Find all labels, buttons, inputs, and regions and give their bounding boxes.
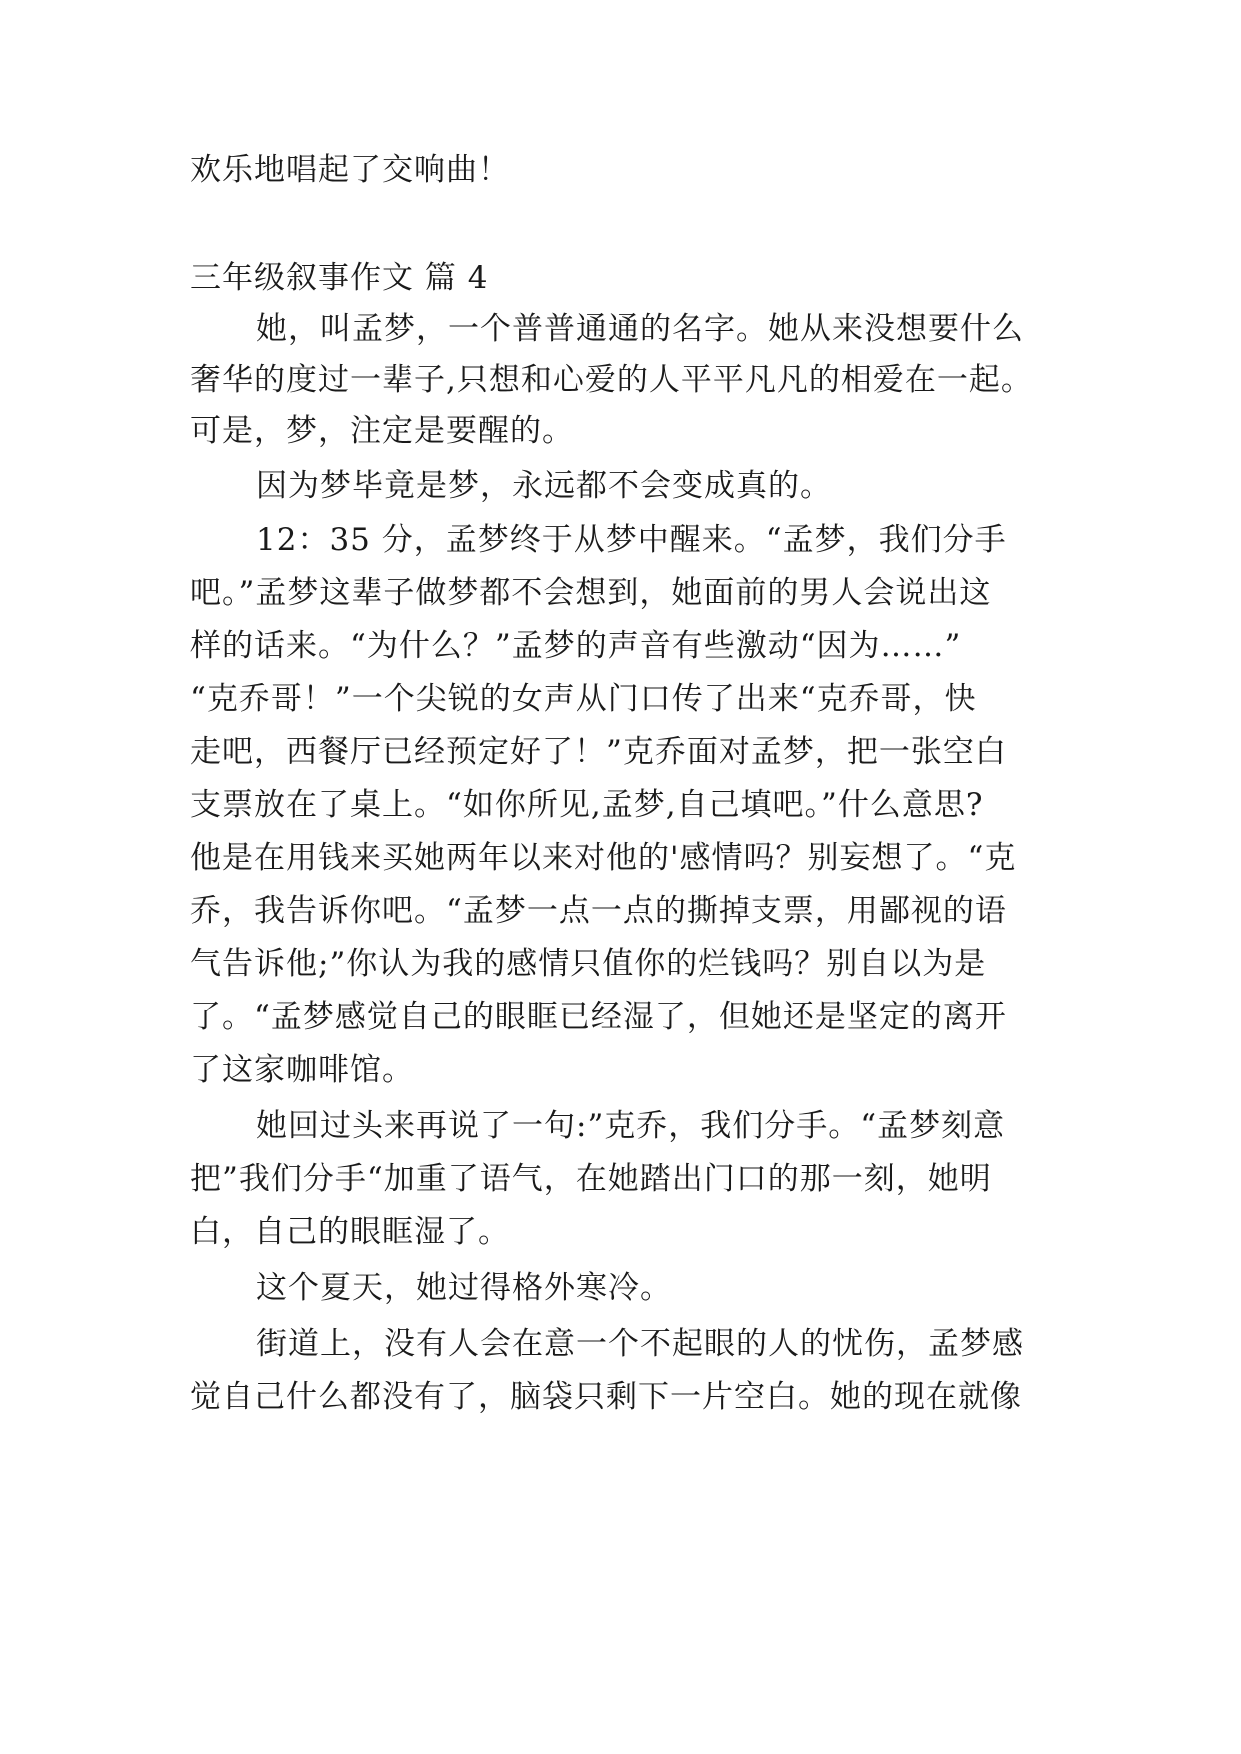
- text-line: 街道上，没有人会在意一个不起眼的人的忧伤，孟梦感: [256, 1326, 1024, 1362]
- text-line: 欢乐地唱起了交响曲！: [190, 152, 510, 188]
- text-line: 走吧，西餐厅已经预定好了！”克乔面对孟梦，把一张空白: [190, 734, 1007, 770]
- text-line: 12：35 分，孟梦终于从梦中醒来。“孟梦，我们分手: [256, 522, 1007, 558]
- text-line: 觉自己什么都没有了，脑袋只剩下一片空白。她的现在就像: [190, 1379, 1022, 1415]
- text-line: 奢华的度过一辈子,只想和心爱的人平平凡凡的相爱在一起。: [190, 362, 1033, 398]
- text-line: 乔，我告诉你吧。“孟梦一点一点的撕掉支票，用鄙视的语: [190, 893, 1007, 929]
- text-line: 了。“孟梦感觉自己的眼眶已经湿了，但她还是坚定的离开: [190, 999, 1007, 1035]
- text-line: 了这家咖啡馆。: [190, 1052, 414, 1088]
- text-line: 气告诉他;”你认为我的感情只值你的烂钱吗？别自以为是: [190, 946, 987, 982]
- text-line: “克乔哥！”一个尖锐的女声从门口传了出来“克乔哥，快: [190, 681, 977, 717]
- text-line: 这个夏天，她过得格外寒冷。: [256, 1270, 672, 1306]
- text-line: 白，自己的眼眶湿了。: [190, 1214, 510, 1250]
- text-line: 他是在用钱来买她两年以来对他的'感情吗？别妄想了。“克: [190, 840, 1017, 876]
- text-line: 因为梦毕竟是梦，永远都不会变成真的。: [256, 468, 832, 504]
- section-title: 三年级叙事作文 篇 4: [190, 260, 489, 296]
- text-line: 支票放在了桌上。“如你所见,孟梦,自己填吧。”什么意思?: [190, 787, 984, 823]
- text-line: 她，叫孟梦，一个普普通通的名字。她从来没想要什么: [256, 311, 1024, 347]
- text-line: 可是，梦，注定是要醒的。: [190, 413, 574, 449]
- text-line: 吧。”孟梦这辈子做梦都不会想到，她面前的男人会说出这: [190, 575, 992, 611]
- text-line: 她回过头来再说了一句:”克乔，我们分手。“孟梦刻意: [256, 1108, 1006, 1144]
- text-line: 样的话来。“为什么？”孟梦的声音有些激动“因为……”: [190, 628, 962, 664]
- text-line: 把”我们分手“加重了语气，在她踏出门口的那一刻，她明: [190, 1161, 992, 1197]
